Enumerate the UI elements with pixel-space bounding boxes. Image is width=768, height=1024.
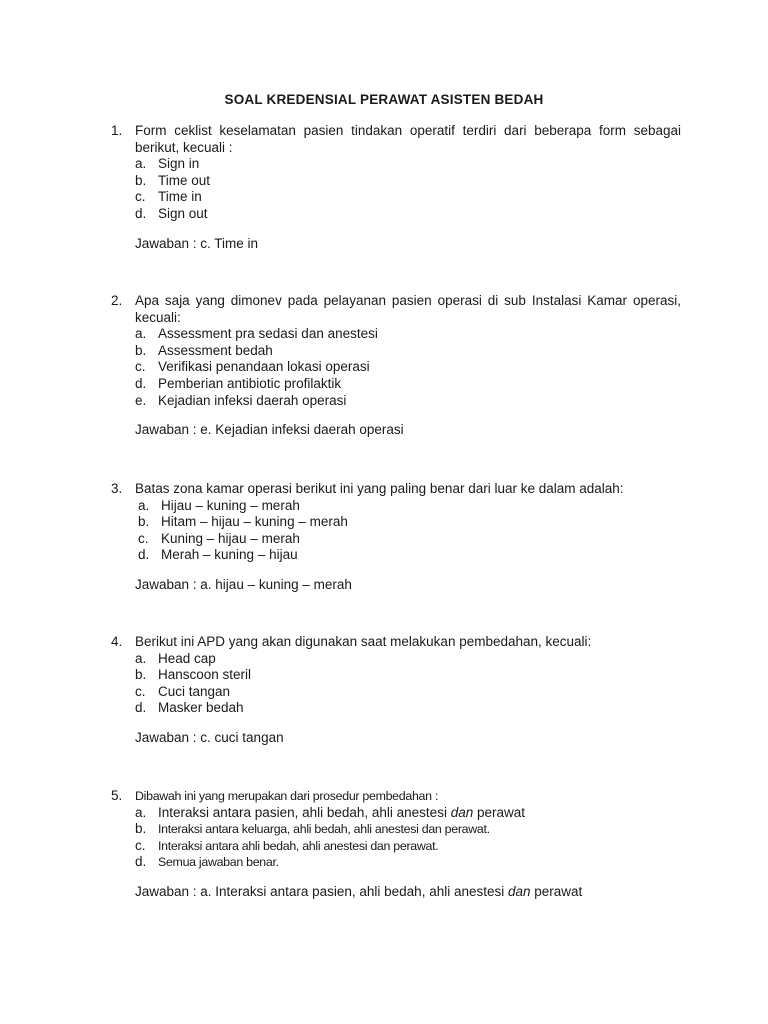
answer-text: Jawaban : c. cuci tangan [135,729,284,745]
option-b: b. Hitam – hijau – kuning – merah [138,514,348,530]
question-3 [111,481,681,594]
option-c: c. Time in [135,189,202,205]
option-list [111,651,681,717]
question-1 [111,123,681,252]
option-b: b. Interaksi antara keluarga, ahli bedah, ahli anestesi dan perawat. [135,821,490,837]
answer-text: Jawaban : c. Time in [135,235,259,251]
option-c: c. Verifikasi penandaan lokasi operasi [135,359,370,375]
question-2 [111,293,681,439]
option-a: a. Assessment pra sedasi dan anestesi [135,326,378,342]
option-d: d. Masker bedah [135,700,244,716]
question-number: 3. [111,481,123,496]
option-c: c. Cuci tangan [135,683,231,699]
option-c: c. Kuning – hijau – merah [138,530,300,546]
option-a: a. Head cap [135,650,216,666]
question-number: 4. [111,634,123,649]
option-a: a. Hijau – kuning – merah [138,497,300,513]
option-e: e. Kejadian infeksi daerah operasi [135,392,347,408]
answer-text: Jawaban : a. Interaksi antara pasien, ahli bedah, ahli anestesi dan perawat [135,883,583,899]
option-b: b. Assessment bedah [135,342,273,358]
answer-text: Jawaban : a. hijau – kuning – merah [135,576,352,592]
question-5 [111,788,681,901]
question-text: Form ceklist keselamatan pasien tindakan operatif terdiri dari beberapa form sebagai berikut, kecuali : [135,123,681,155]
option-a: a. Interaksi antara pasien, ahli bedah, ahli anestesi dan perawat [135,804,526,820]
page-title: SOAL KREDENSIAL PERAWAT ASISTEN BEDAH [224,92,544,107]
option-list [111,498,681,564]
question-text: Apa saja yang dimonev pada pelayanan pasien operasi di sub Instalasi Kamar operasi, kecuali: [135,293,681,325]
option-list [111,805,681,871]
option-a: a. Sign in [135,156,200,172]
question-4 [111,634,681,747]
question-text: Batas zona kamar operasi berikut ini yang paling benar dari luar ke dalam adalah: [135,481,624,496]
question-number: 5. [111,788,123,803]
question-number: 2. [111,293,123,308]
option-d: d. Sign out [135,205,208,221]
option-c: c. Interaksi antara ahli bedah, ahli anestesi dan perawat. [135,837,439,853]
option-b: b. Hanscoon steril [135,667,252,683]
option-b: b. Time out [135,172,211,188]
question-text: Berikut ini APD yang akan digunakan saat melakukan pembedahan, kecuali: [135,634,592,649]
option-d: d. Pemberian antibiotic profilaktik [135,375,342,391]
answer-text: Jawaban : e. Kejadian infeksi daerah operasi [135,422,404,438]
option-d: d. Semua jawaban benar. [135,854,279,870]
question-number: 1. [111,123,123,138]
option-list [111,326,681,409]
question-text: Dibawah ini yang merupakan dari prosedur pembedahan : [135,789,439,803]
option-d: d. Merah – kuning – hijau [138,547,298,563]
option-list [111,156,681,222]
